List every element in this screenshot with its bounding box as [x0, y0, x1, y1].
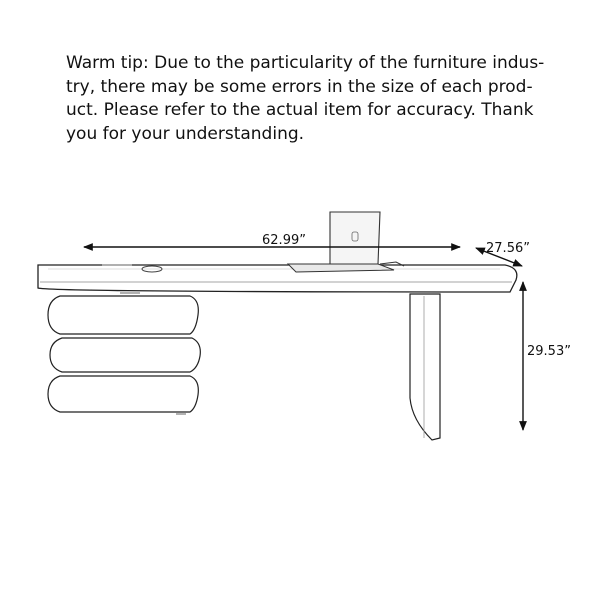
warm-tip-line: you for your understanding.: [66, 123, 305, 144]
warm-tip-line: try, there may be some errors in the size of each prod-: [66, 76, 533, 97]
width-label: 62.99”: [262, 233, 306, 248]
drawer-pedestal: [48, 293, 200, 414]
desk-top: [38, 265, 517, 292]
depth-label: 27.56”: [486, 241, 530, 256]
height-dimension: [523, 282, 571, 430]
height-label: 29.53”: [527, 344, 571, 359]
warm-tip-line: Warm tip: Due to the particularity of the furniture indus-: [66, 53, 545, 73]
width-dimension: [84, 233, 460, 248]
warm-tip-line: uct. Please refer to the actual item for accuracy. Thank: [66, 100, 534, 120]
desk-leg: [410, 294, 440, 440]
depth-dimension: [476, 241, 530, 266]
